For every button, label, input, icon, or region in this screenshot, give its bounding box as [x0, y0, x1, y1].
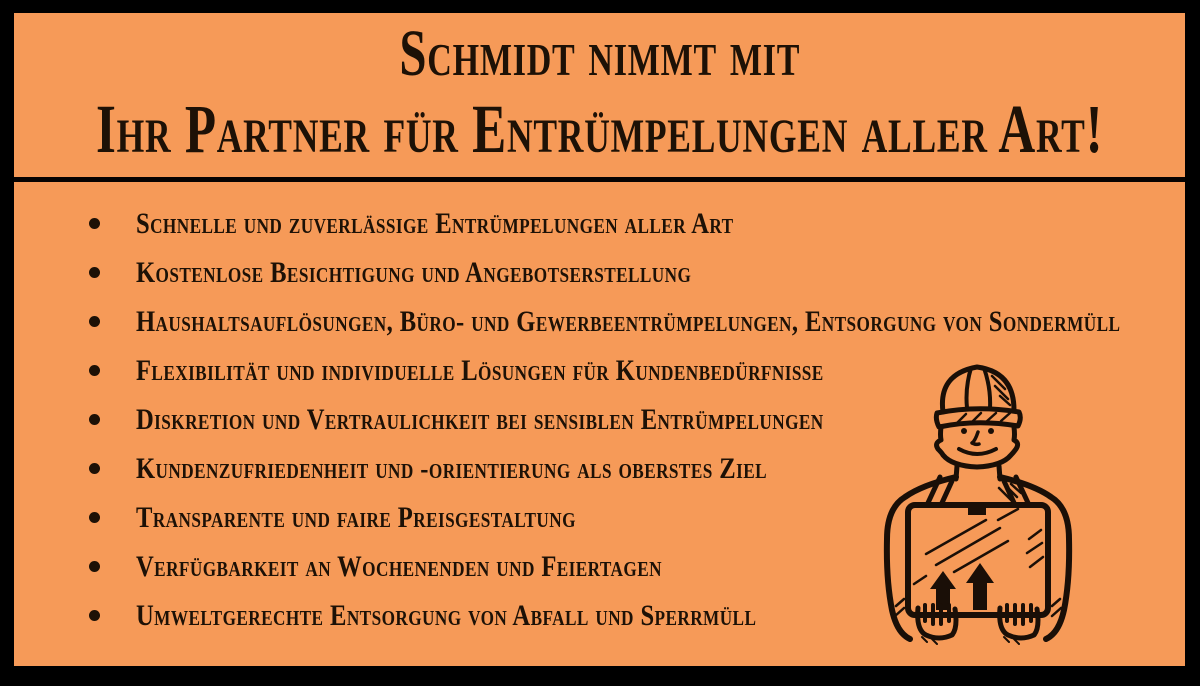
bullet-text: Diskretion und Vertraulichkeit bei sensiblen Entrümpelungen	[136, 402, 824, 436]
bullet-text: Verfügbarkeit an Wochenenden und Feiertagen	[136, 549, 662, 583]
bullet-dot	[89, 414, 100, 425]
bullet-dot	[89, 316, 100, 327]
list-item	[14, 199, 1185, 248]
bullet-dot	[89, 218, 100, 229]
bullet-dot	[89, 512, 100, 523]
title-line-1: Schmidt nimmt mit	[399, 17, 800, 90]
page-subtitle	[14, 85, 1185, 173]
divider-line	[14, 177, 1185, 182]
bullet-text: Flexibilität und individuelle Lösungen für Kundenbedürfnisse	[136, 353, 824, 387]
bullet-dot	[89, 610, 100, 621]
bullet-dot	[89, 463, 100, 474]
bullet-text: Haushaltsauflösungen, Büro- und Gewerbeentrümpelungen, Entsorgung von Sondermüll	[136, 304, 1121, 338]
bullet-text: Umweltgerechte Entsorgung von Abfall und Sperrmüll	[136, 598, 757, 632]
flyer-panel	[14, 13, 1185, 666]
list-item	[14, 297, 1185, 346]
list-item	[14, 248, 1185, 297]
page-title	[14, 13, 1185, 95]
bullet-dot	[89, 561, 100, 572]
bullet-dot	[89, 365, 100, 376]
title-line-2: Ihr Partner für Entrümpelungen aller Art!	[95, 90, 1104, 167]
bullet-text: Transparente und faire Preisgestaltung	[136, 500, 576, 534]
bullet-text: Schnelle und zuverlässige Entrümpelungen aller Art	[136, 206, 734, 240]
mover-with-box-icon	[880, 358, 1075, 650]
bullet-dot	[89, 267, 100, 278]
bullet-text: Kundenzufriedenheit und -orientierung als oberstes Ziel	[136, 451, 767, 485]
bullet-text: Kostenlose Besichtigung und Angebotserstellung	[136, 255, 692, 289]
